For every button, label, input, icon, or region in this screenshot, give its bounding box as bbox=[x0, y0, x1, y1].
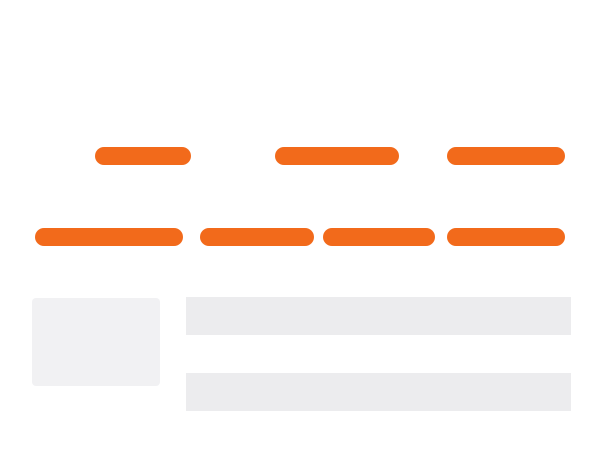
m6-nuts-label bbox=[323, 228, 435, 246]
rod-bases-label bbox=[35, 228, 183, 246]
m8-nuts-label bbox=[447, 228, 565, 246]
row-shade-spread bbox=[186, 297, 571, 335]
junction-plates-label bbox=[275, 147, 399, 165]
jaws-label bbox=[95, 147, 191, 165]
m5-nuts-label bbox=[200, 228, 314, 246]
product-info-box bbox=[32, 298, 160, 386]
row-shade-force bbox=[186, 373, 571, 411]
threaded-rods-label bbox=[447, 147, 565, 165]
